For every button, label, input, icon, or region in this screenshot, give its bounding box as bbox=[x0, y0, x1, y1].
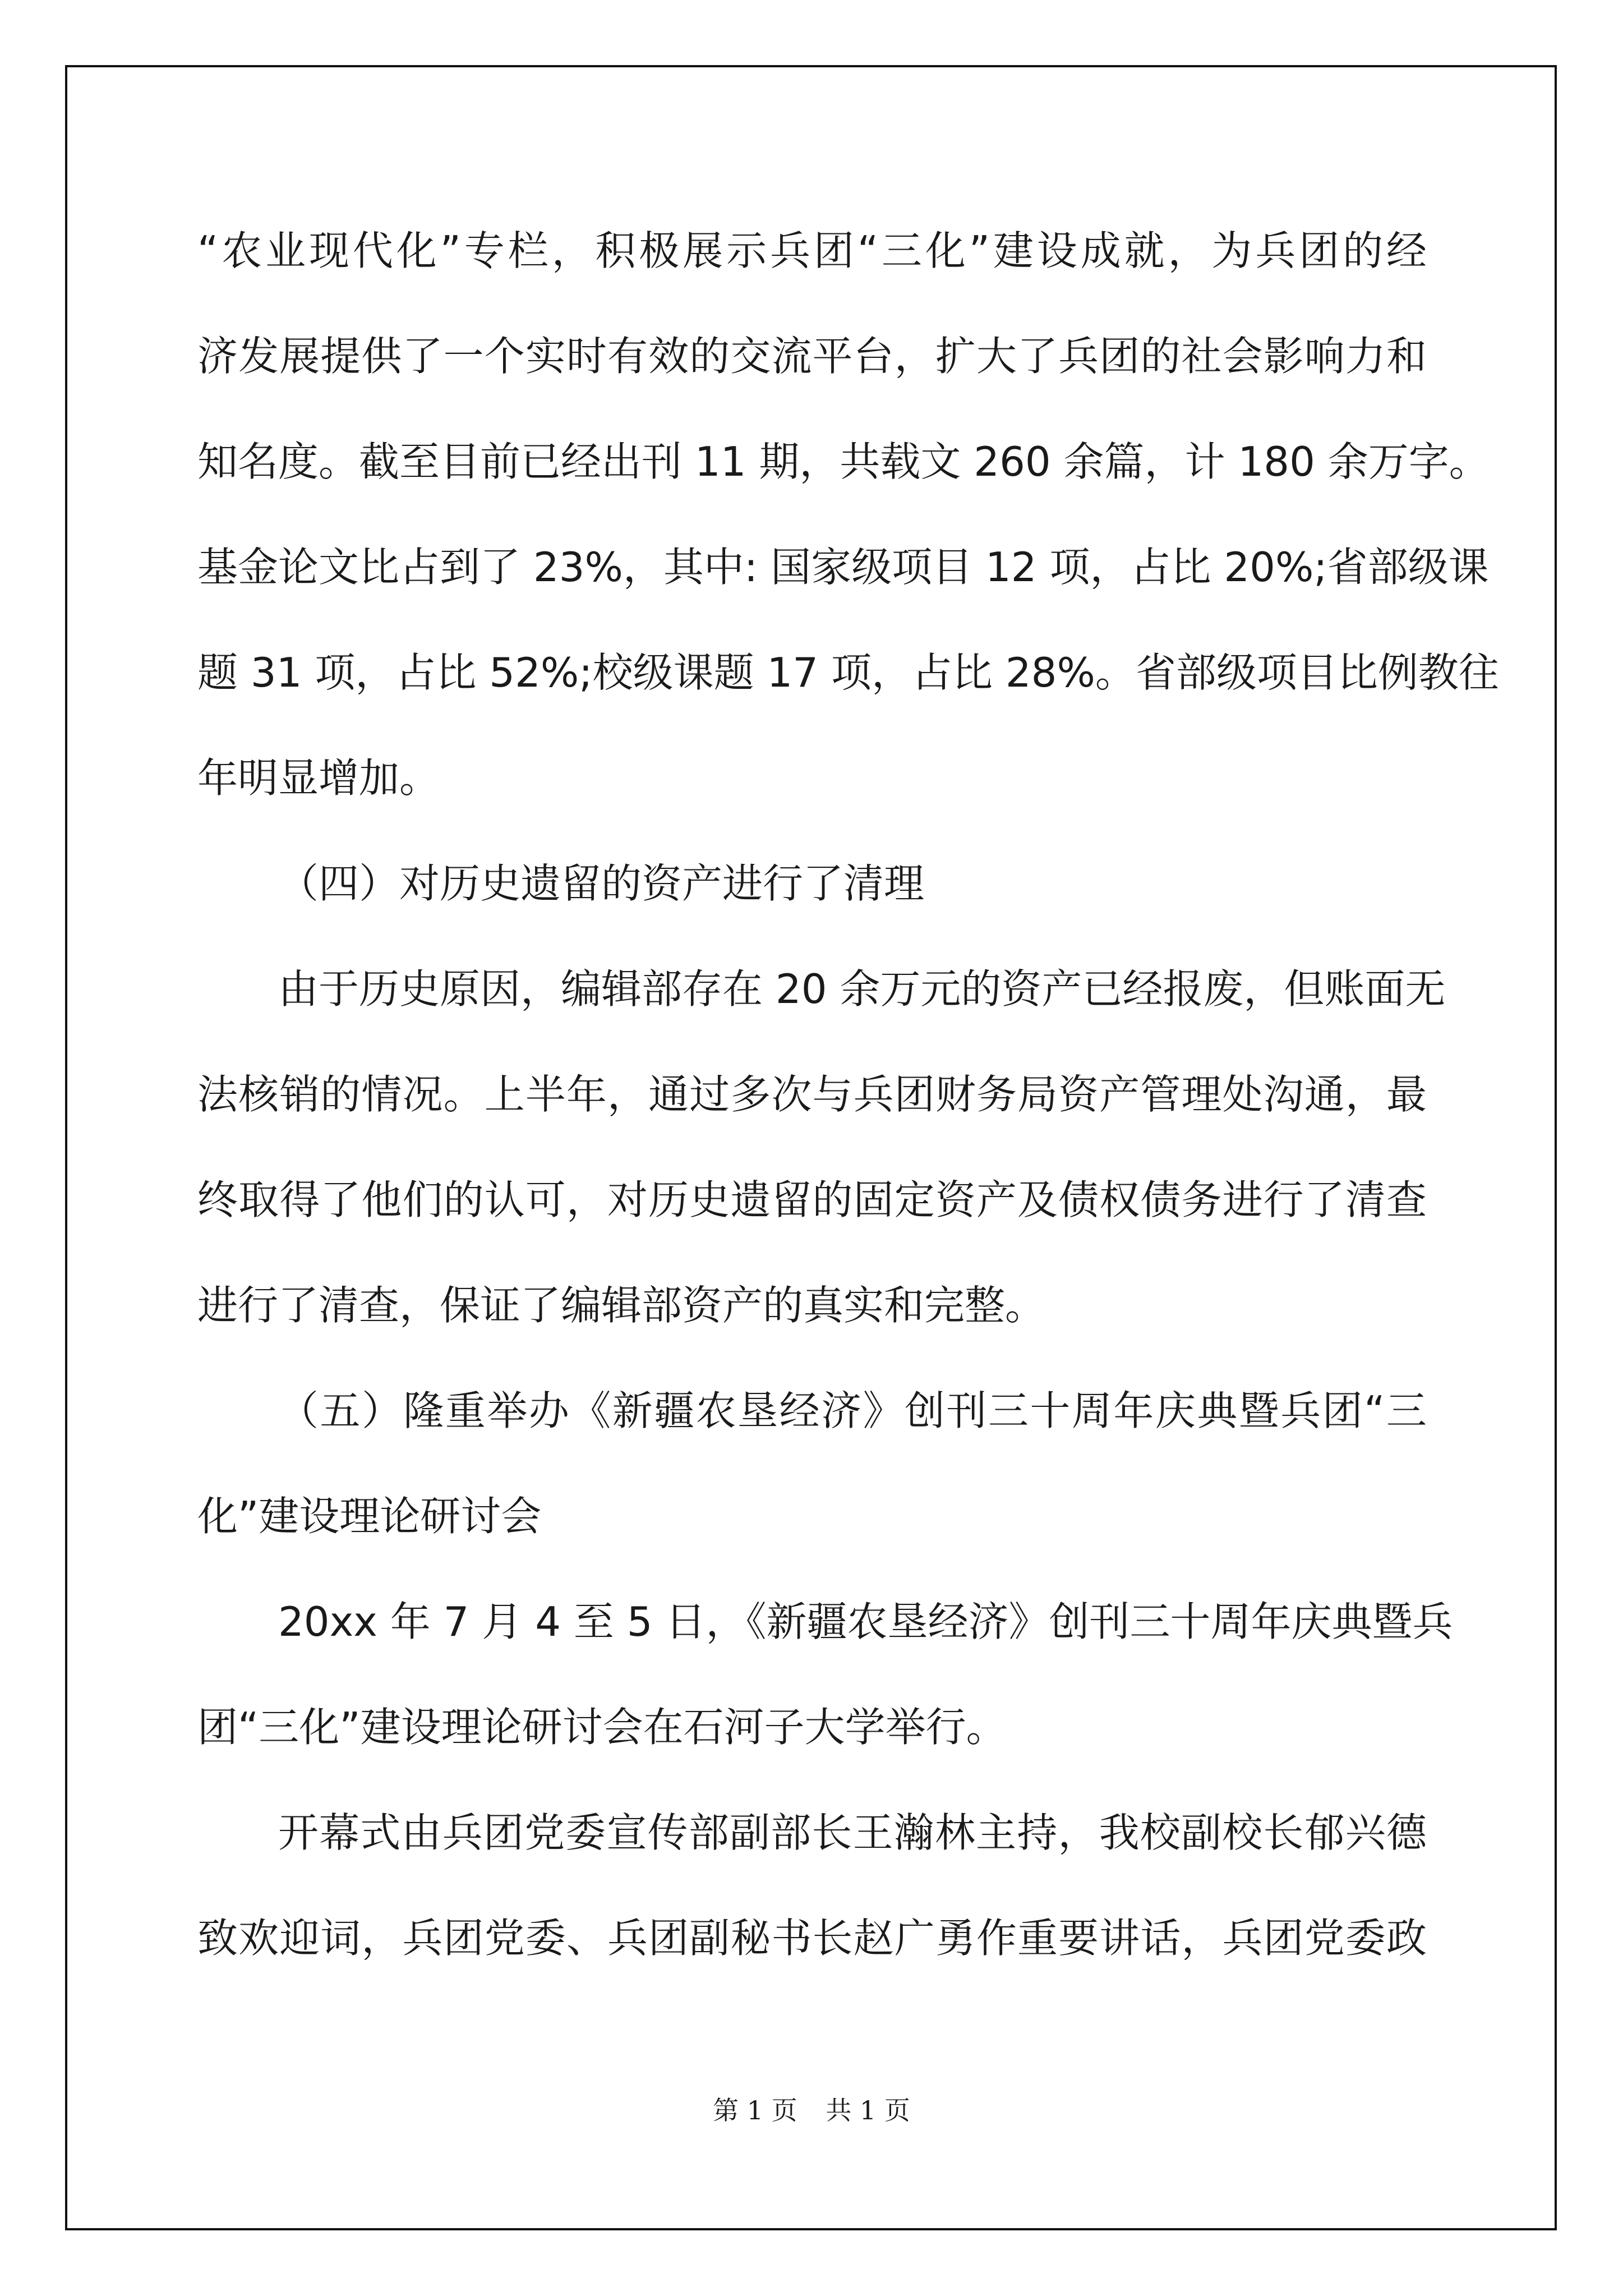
text-line: 题 31 项，占比 52%;校级课题 17 项，占比 28%。省部级项目比例教往 bbox=[197, 649, 1499, 696]
page-total: 共 1 页 bbox=[826, 2095, 910, 2125]
section-heading: （四）对历史遗留的资产进行了清理 bbox=[278, 860, 925, 907]
text-line: 法核销的情况。上半年，通过多次与兵团财务局资产管理处沟通，最 bbox=[197, 1071, 1427, 1118]
text-line: “农业现代化”专栏，积极展示兵团“三化”建设成就，为兵团的经 bbox=[197, 227, 1427, 274]
text-line: 致欢迎词，兵团党委、兵团副秘书长赵广勇作重要讲话，兵团党委政 bbox=[197, 1915, 1427, 1962]
text-line: 开幕式由兵团党委宣传部副部长王瀚林主持，我校副校长郁兴德 bbox=[278, 1809, 1427, 1856]
text-line: 年明显增加。 bbox=[197, 754, 440, 802]
section-heading: （五）隆重举办《新疆农垦经济》创刊三十周年庆典暨兵团“三 bbox=[278, 1387, 1427, 1434]
text-line: 终取得了他们的认可，对历史遗留的固定资产及债权债务进行了清查 bbox=[197, 1176, 1427, 1223]
text-line: 20xx 年 7 月 4 至 5 日，《新疆农垦经济》创刊三十周年庆典暨兵 bbox=[278, 1598, 1453, 1645]
page-border bbox=[65, 65, 1557, 2230]
page-number: 第 1 页 bbox=[713, 2095, 797, 2125]
text-line: 团“三化”建设理论研讨会在石河子大学举行。 bbox=[197, 1704, 1007, 1751]
text-line: 基金论文比占到了 23%，其中: 国家级项目 12 项，占比 20%;省部级课 bbox=[197, 544, 1489, 591]
text-line: 进行了清查，保证了编辑部资产的真实和完整。 bbox=[197, 1282, 1046, 1329]
text-line: 由于历史原因，编辑部存在 20 余万元的资产已经报废，但账面无 bbox=[278, 965, 1446, 1013]
page-footer bbox=[0, 2090, 1623, 2127]
text-line: 济发展提供了一个实时有效的交流平台，扩大了兵团的社会影响力和 bbox=[197, 333, 1427, 380]
text-line: 知名度。截至目前已经出刊 11 期，共载文 260 余篇，计 180 余万字。 bbox=[197, 438, 1490, 485]
section-heading: 化”建设理论研讨会 bbox=[197, 1493, 542, 1540]
